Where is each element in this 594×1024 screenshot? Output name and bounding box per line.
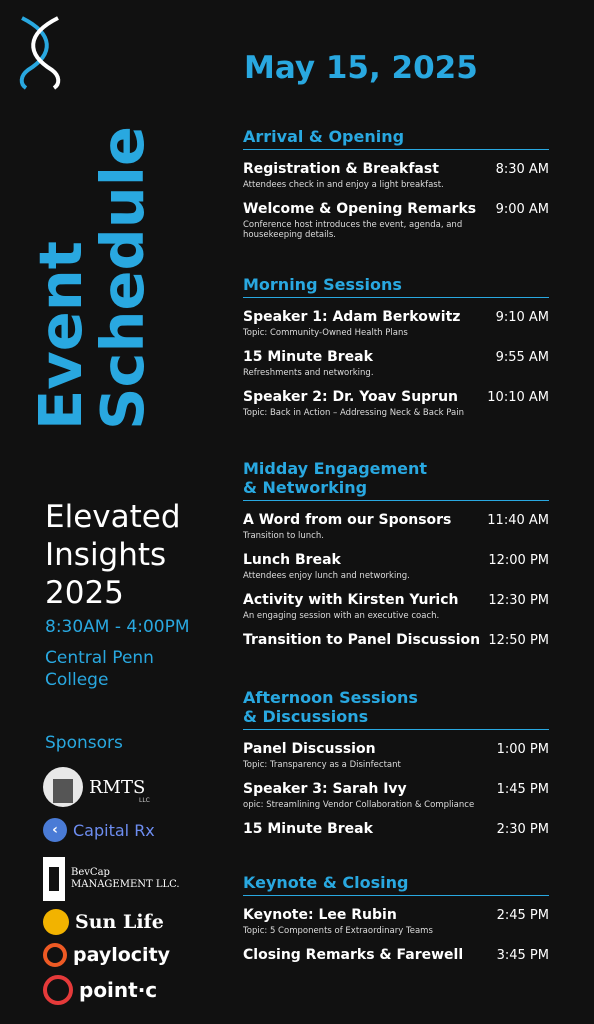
sponsor-name: point·c xyxy=(79,978,158,1002)
bevcap-icon xyxy=(43,857,65,901)
item-title: Speaker 2: Dr. Yoav Suprun xyxy=(243,389,459,405)
vertical-title xyxy=(26,30,157,430)
section-title: Keynote & Closing xyxy=(243,873,549,896)
item-time: 10:10 AM xyxy=(487,390,549,405)
section-title: Arrival & Opening xyxy=(243,127,549,150)
section-keynote-closing xyxy=(243,873,549,963)
schedule-item xyxy=(243,552,549,581)
item-time: 1:00 PM xyxy=(496,742,549,757)
item-desc: Refreshments and networking. xyxy=(243,368,374,378)
sponsor-name: Sun Life xyxy=(75,911,164,933)
section-title xyxy=(243,688,549,730)
item-title: Welcome & Opening Remarks xyxy=(243,201,477,217)
event-venue: Central Penn College xyxy=(45,648,154,690)
schedule-item xyxy=(243,821,549,837)
event-date: May 15, 2025 xyxy=(244,50,478,86)
item-time: 3:45 PM xyxy=(496,948,549,963)
paylocity-icon xyxy=(43,943,67,967)
point-c-icon xyxy=(43,975,73,1005)
schedule-item xyxy=(243,947,549,963)
section-title-line: & Discussions xyxy=(243,707,369,726)
title-line-2: Schedule xyxy=(88,126,157,430)
item-time: 2:45 PM xyxy=(496,908,549,923)
item-title: Transition to Panel Discussion xyxy=(243,632,481,648)
sponsor-bevcap-logo xyxy=(43,857,180,901)
schedule-item xyxy=(243,632,549,648)
schedule-item xyxy=(243,907,549,936)
item-title: Registration & Breakfast xyxy=(243,161,439,177)
schedule-item xyxy=(243,781,549,810)
section-title-line: Afternoon Sessions xyxy=(243,688,418,707)
item-desc: Conference host introduces the event, agenda, and housekeeping details. xyxy=(243,220,463,240)
sponsor-paylocity-logo xyxy=(43,943,170,967)
item-time: 12:30 PM xyxy=(488,593,549,608)
item-time: 9:10 AM xyxy=(495,310,549,325)
item-title: Keynote: Lee Rubin xyxy=(243,907,397,923)
section-title xyxy=(243,459,549,501)
item-desc: Transition to lunch. xyxy=(243,531,324,541)
schedule-item xyxy=(243,201,549,240)
section-midday-engagement xyxy=(243,459,549,648)
section-arrival-opening xyxy=(243,127,549,240)
item-desc: opic: Streamlining Vendor Collaboration & Compliance xyxy=(243,800,475,810)
item-time: 8:30 AM xyxy=(495,162,549,177)
building-icon xyxy=(43,767,83,807)
item-title: A Word from our Sponsors xyxy=(243,512,452,528)
title-line-1: Event xyxy=(26,241,95,430)
event-name-line: 2025 xyxy=(45,575,124,611)
schedule-item xyxy=(243,161,549,190)
item-time: 2:30 PM xyxy=(496,822,549,837)
event-name-line: Elevated xyxy=(45,499,181,535)
capital-rx-icon: ‹ xyxy=(43,818,67,842)
sponsor-name-line: MANAGEMENT LLC. xyxy=(71,879,180,890)
sponsors-heading: Sponsors xyxy=(45,733,123,753)
sponsor-name: RMTS xyxy=(89,776,146,798)
schedule-item xyxy=(243,592,549,621)
item-desc: An engaging session with an executive coach. xyxy=(243,611,440,621)
event-name xyxy=(45,498,225,612)
item-time: 12:00 PM xyxy=(488,553,549,568)
item-desc: Topic: Community-Owned Health Plans xyxy=(243,328,408,338)
item-time: 9:00 AM xyxy=(495,202,549,217)
schedule-item xyxy=(243,741,549,770)
schedule-item xyxy=(243,349,549,378)
sponsor-name-line: BevCap xyxy=(71,867,110,878)
item-title: Speaker 1: Adam Berkowitz xyxy=(243,309,461,325)
schedule-item xyxy=(243,512,549,541)
item-desc: Attendees enjoy lunch and networking. xyxy=(243,571,410,581)
item-time: 1:45 PM xyxy=(496,782,549,797)
item-title: Speaker 3: Sarah Ivy xyxy=(243,781,407,797)
section-title-line: Midday Engagement xyxy=(243,459,428,478)
item-time: 12:50 PM xyxy=(488,633,549,648)
sponsor-point-c-logo xyxy=(43,975,157,1005)
event-name-line: Insights xyxy=(45,537,167,573)
section-afternoon-sessions xyxy=(243,688,549,837)
item-desc: Attendees check in and enjoy a light breakfast. xyxy=(243,180,444,190)
item-title: Closing Remarks & Farewell xyxy=(243,947,464,963)
item-title: Lunch Break xyxy=(243,552,341,568)
sponsor-sun-life-logo xyxy=(43,909,164,935)
item-desc: Topic: Back in Action – Addressing Neck & Back Pain xyxy=(243,408,464,418)
sponsor-suffix: LLC xyxy=(139,797,150,804)
sponsor-name: paylocity xyxy=(73,944,171,966)
section-morning-sessions xyxy=(243,275,549,418)
item-title: Panel Discussion xyxy=(243,741,376,757)
sponsor-name: Capital Rx xyxy=(73,820,155,840)
sponsor-name xyxy=(71,867,180,891)
sun-icon xyxy=(43,909,69,935)
section-title: Morning Sessions xyxy=(243,275,549,298)
event-hours: 8:30AM - 4:00PM xyxy=(45,617,190,637)
schedule-item xyxy=(243,389,549,418)
section-title-line: & Networking xyxy=(243,478,368,497)
schedule-item xyxy=(243,309,549,338)
item-time: 9:55 AM xyxy=(495,350,549,365)
item-title: 15 Minute Break xyxy=(243,821,373,837)
sponsor-rmts-logo xyxy=(43,767,150,807)
item-desc: Topic: Transparency as a Disinfectant xyxy=(243,760,401,770)
item-title: Activity with Kirsten Yurich xyxy=(243,592,459,608)
item-title: 15 Minute Break xyxy=(243,349,373,365)
item-time: 11:40 AM xyxy=(487,513,549,528)
item-desc: Topic: 5 Components of Extraordinary Teams xyxy=(243,926,433,936)
sponsor-capital-rx-logo xyxy=(43,818,155,842)
